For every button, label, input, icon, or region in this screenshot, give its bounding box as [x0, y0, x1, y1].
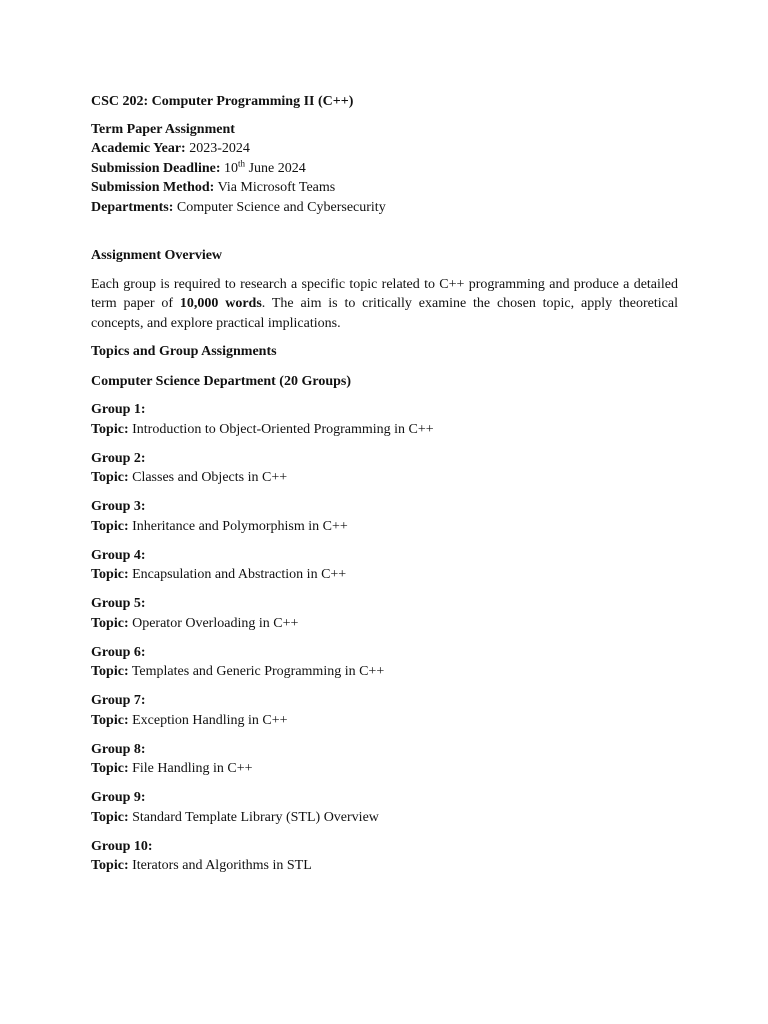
meta-label: Submission Method: — [91, 180, 215, 195]
group-item — [91, 740, 678, 779]
group-label: Group 2: — [91, 450, 146, 466]
group-topic — [91, 759, 678, 779]
group-label: Group 1: — [91, 402, 146, 417]
meta-departments — [91, 198, 678, 218]
group-item — [91, 497, 678, 536]
meta-value-suffix: th — [238, 157, 246, 168]
topic-label: Topic: — [91, 761, 129, 776]
overview-paragraph — [91, 275, 678, 334]
group-label: Group 5: — [91, 596, 146, 611]
group-topic — [91, 662, 678, 682]
department-heading: Computer Science Department (20 Groups) — [91, 373, 352, 389]
topic-label: Topic: — [91, 664, 129, 679]
group-topic — [91, 808, 678, 828]
topic-label: Topic: — [91, 809, 129, 825]
group-topic — [91, 856, 678, 876]
meta-value: 2023-2024 — [189, 141, 250, 156]
group-label: Group 7: — [91, 693, 146, 708]
topic-text: Templates and Generic Programming in C++ — [131, 664, 385, 679]
topic-text: Iterators and Algorithms in STL — [132, 858, 312, 873]
group-topic — [91, 711, 678, 731]
group-item — [91, 788, 678, 827]
topic-label: Topic: — [91, 712, 129, 728]
meta-value: Via Microsoft Teams — [217, 180, 336, 195]
topic-label: Topic: — [91, 421, 129, 437]
meta-academic-year — [91, 139, 678, 159]
overview-text-start: Each group is required to research a specific topic related to C++ programming and produce a detailed term paper of — [91, 276, 678, 311]
group-topic — [91, 420, 678, 440]
topic-text: Operator Overloading in C++ — [132, 615, 299, 631]
group-item — [91, 837, 678, 876]
topic-label: Topic: — [91, 518, 129, 534]
group-item — [91, 400, 678, 439]
topic-label: Topic: — [91, 567, 129, 582]
course-title: CSC 202: Computer Programming II (C++) — [91, 94, 354, 109]
group-item — [91, 546, 678, 585]
meta-submission-deadline — [91, 159, 678, 179]
topic-text: Standard Template Library (STL) Overview — [132, 809, 379, 825]
topic-label: Topic: — [91, 858, 129, 873]
topics-heading: Topics and Group Assignments — [91, 344, 277, 359]
meta-submission-method — [91, 178, 678, 198]
topic-label: Topic: — [91, 470, 129, 485]
group-topic — [91, 468, 678, 488]
group-item — [91, 643, 678, 682]
topic-text: Classes and Objects in C++ — [132, 470, 288, 485]
group-label: Group 3: — [91, 499, 146, 514]
topic-text: Exception Handling in C++ — [132, 712, 288, 728]
group-label: Group 8: — [91, 741, 146, 757]
assignment-title: Term Paper Assignment — [91, 121, 235, 137]
group-label: Group 9: — [91, 790, 146, 805]
assignment-meta — [91, 120, 678, 218]
meta-value-day: 10 — [224, 160, 239, 176]
group-topic — [91, 565, 678, 585]
topic-text: File Handling in C++ — [132, 761, 253, 776]
group-label: Group 4: — [91, 547, 146, 563]
meta-label: Academic Year: — [91, 141, 186, 156]
group-label: Group 6: — [91, 644, 146, 660]
topic-text: Inheritance and Polymorphism in C++ — [132, 518, 348, 534]
meta-label: Submission Deadline: — [91, 160, 221, 176]
group-list — [91, 400, 678, 876]
meta-value: Computer Science and Cybersecurity — [176, 199, 386, 215]
group-item — [91, 594, 678, 633]
group-topic — [91, 517, 678, 537]
group-label: Group 10: — [91, 838, 153, 854]
meta-value-month-year: June 2024 — [245, 160, 306, 176]
topic-label: Topic: — [91, 615, 129, 631]
topic-text: Introduction to Object-Oriented Programming in C++ — [132, 421, 434, 437]
overview-word-count: 10,000 words — [179, 296, 262, 311]
meta-label: Departments: — [91, 199, 174, 215]
overview-text-end: . The aim is to critically examine the chosen topic, apply theoretical concepts, and explore practical implications. — [91, 296, 678, 331]
group-item — [91, 449, 678, 488]
overview-heading: Assignment Overview — [91, 248, 223, 263]
document-page — [91, 92, 678, 885]
group-topic — [91, 614, 678, 634]
topic-text: Encapsulation and Abstraction in C++ — [132, 567, 347, 582]
group-item — [91, 691, 678, 730]
